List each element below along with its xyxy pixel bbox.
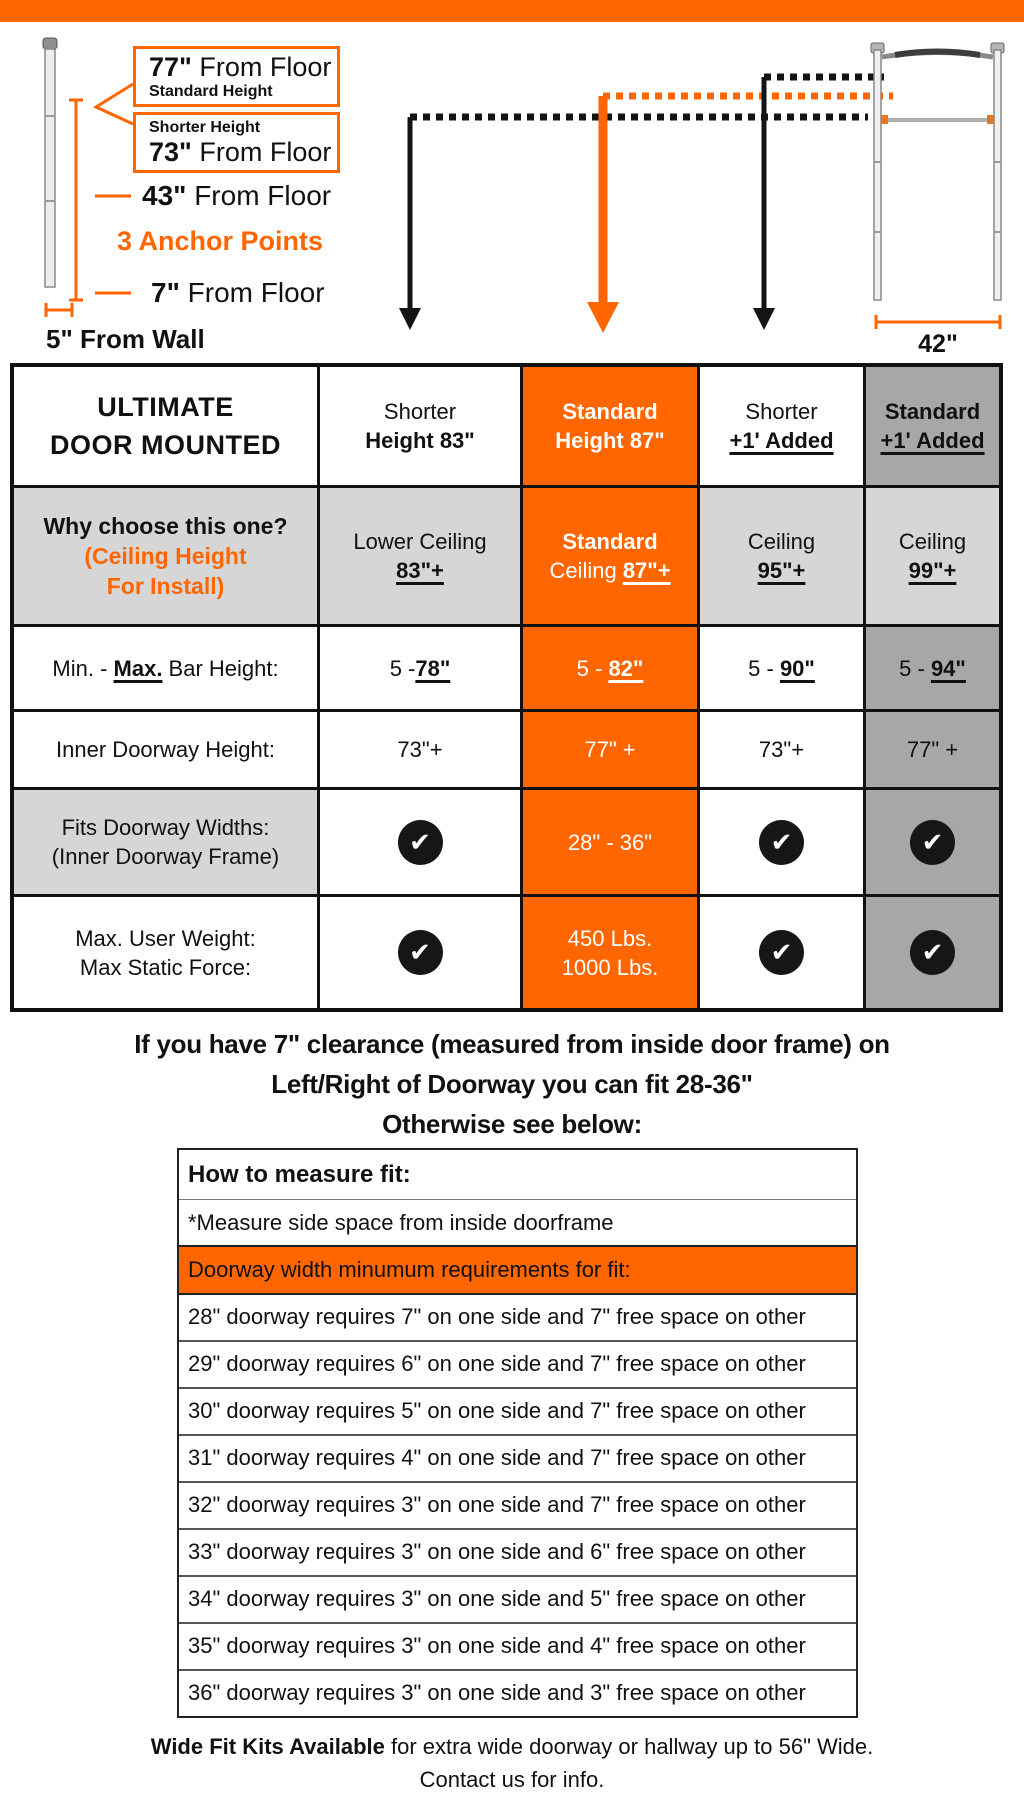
bar-height-shorter-extended-cell: 5 - 90"	[700, 627, 863, 709]
weight-standard-cell: 450 Lbs. 1000 Lbs.	[523, 897, 697, 1008]
col-header-shorter-extended: Shorter +1' Added	[700, 367, 863, 485]
check-icon: ✔	[759, 930, 804, 975]
clearance-note	[0, 1024, 1024, 1144]
clearance-note-line2: Left/Right of Doorway you can fit 28-36"	[271, 1069, 753, 1099]
shorter-height-callout	[133, 112, 340, 173]
doorway-bar-frame-illustration	[871, 43, 1004, 300]
clearance-note-line1: If you have 7" clearance (measured from inside door frame) on	[134, 1029, 890, 1059]
col-header-standard: Standard Height 87"	[523, 367, 697, 485]
wall-pole-illustration	[43, 38, 57, 287]
callout-connector	[96, 84, 133, 124]
widths-shorter-cell	[320, 790, 520, 894]
fit-rule-row: 30" doorway requires 5" on one side and 7" free space on other	[179, 1387, 856, 1434]
wall-offset-label: 5" From Wall	[46, 324, 205, 354]
why-standard-extended-cell: Ceiling 99"+	[866, 488, 999, 624]
shorter-height-label: Shorter Height	[149, 119, 261, 136]
row-label-inner-height: Inner Doorway Height:	[14, 712, 317, 787]
bar-height-shorter-cell: 5 -78"	[320, 627, 520, 709]
comparison-table	[10, 363, 1003, 1012]
why-shorter-cell: Lower Ceiling 83"+	[320, 488, 520, 624]
weight-shorter-cell	[320, 897, 520, 1008]
weight-standard-extended-cell	[866, 897, 999, 1008]
wall-offset-bracket	[46, 303, 72, 317]
anchor-span-measure-line	[69, 100, 83, 300]
widths-standard-extended-cell	[866, 790, 999, 894]
widths-standard-cell: 28" - 36"	[523, 790, 697, 894]
widths-shorter-extended-cell	[700, 790, 863, 894]
wide-fit-kit-line1: Wide Fit Kits Available for extra wide doorway or hallway up to 56" Wide.	[150, 1734, 874, 1759]
low-anchor-label: 7" From Floor	[151, 277, 325, 308]
height-dotted-guides	[410, 77, 893, 117]
why-standard-cell: Standard Ceiling 87"+	[523, 488, 697, 624]
row-label-doorway-widths: Fits Doorway Widths: (Inner Doorway Frame)	[14, 790, 317, 894]
fit-rule-row: 28" doorway requires 7" on one side and 7" free space on other	[188, 1304, 806, 1329]
fit-rule-row: 35" doorway requires 3" on one side and 4" free space on other	[179, 1622, 856, 1669]
product-title-line2: DOOR MOUNTED	[50, 430, 281, 460]
product-title-cell	[14, 367, 317, 485]
row-label-bar-height: Min. - Max. Bar Height:	[14, 627, 317, 709]
fit-table-title: How to measure fit:	[188, 1161, 411, 1188]
wide-fit-kit-note	[0, 1730, 1024, 1796]
standard-height-callout	[133, 46, 340, 107]
fit-rule-row: 33" doorway requires 3" on one side and 6" free space on other	[179, 1528, 856, 1575]
anchor-points-label: 3 Anchor Points	[117, 226, 324, 256]
inner-height-standard-cell: 77" +	[523, 712, 697, 787]
fit-measure-table	[177, 1148, 858, 1718]
standard-height-value: 77" From Floor	[149, 52, 332, 82]
check-icon: ✔	[398, 820, 443, 865]
inner-height-standard-extended-cell: 77" +	[866, 712, 999, 787]
shorter-height-value: 73" From Floor	[149, 137, 332, 167]
row-label-why-choose: Why choose this one? (Ceiling Height For Install)	[14, 488, 317, 624]
why-shorter-extended-cell: Ceiling 95"+	[700, 488, 863, 624]
fit-rule-row: 32" doorway requires 3" on one side and 7" free space on other	[179, 1481, 856, 1528]
col-header-standard-extended: Standard +1' Added	[866, 367, 999, 485]
inner-height-shorter-cell: 73"+	[320, 712, 520, 787]
standard-height-label: Standard Height	[149, 83, 273, 100]
check-icon: ✔	[398, 930, 443, 975]
row-label-weight: Max. User Weight: Max Static Force:	[14, 897, 317, 1008]
product-title-line1: ULTIMATE	[97, 392, 234, 422]
inner-height-shorter-extended-cell: 73"+	[700, 712, 863, 787]
mid-anchor-label: 43" From Floor	[142, 180, 332, 211]
fit-rule-row: 36" doorway requires 3" on one side and 3" free space on other	[179, 1669, 856, 1716]
check-icon: ✔	[910, 930, 955, 975]
bar-width-bracket	[876, 315, 1000, 329]
fit-table-highlight-row: Doorway width minumum requirements for fit:	[179, 1245, 856, 1295]
check-icon: ✔	[910, 820, 955, 865]
bar-height-standard-extended-cell: 5 - 94"	[866, 627, 999, 709]
bar-width-label: 42"	[918, 330, 958, 358]
clearance-note-line3: Otherwise see below:	[382, 1109, 642, 1139]
check-icon: ✔	[759, 820, 804, 865]
fit-rule-row: 29" doorway requires 6" on one side and 7" free space on other	[179, 1340, 856, 1387]
bar-height-standard-cell: 5 - 82"	[523, 627, 697, 709]
fit-rule-row: 34" doorway requires 3" on one side and 5" free space on other	[179, 1575, 856, 1622]
fit-rule-row: 31" doorway requires 4" on one side and 7" free space on other	[179, 1434, 856, 1481]
col-header-shorter: Shorter Height 83"	[320, 367, 520, 485]
fit-table-note: *Measure side space from inside doorframe	[179, 1199, 856, 1245]
weight-shorter-extended-cell	[700, 897, 863, 1008]
wide-fit-kit-line2: Contact us for info.	[419, 1767, 605, 1792]
